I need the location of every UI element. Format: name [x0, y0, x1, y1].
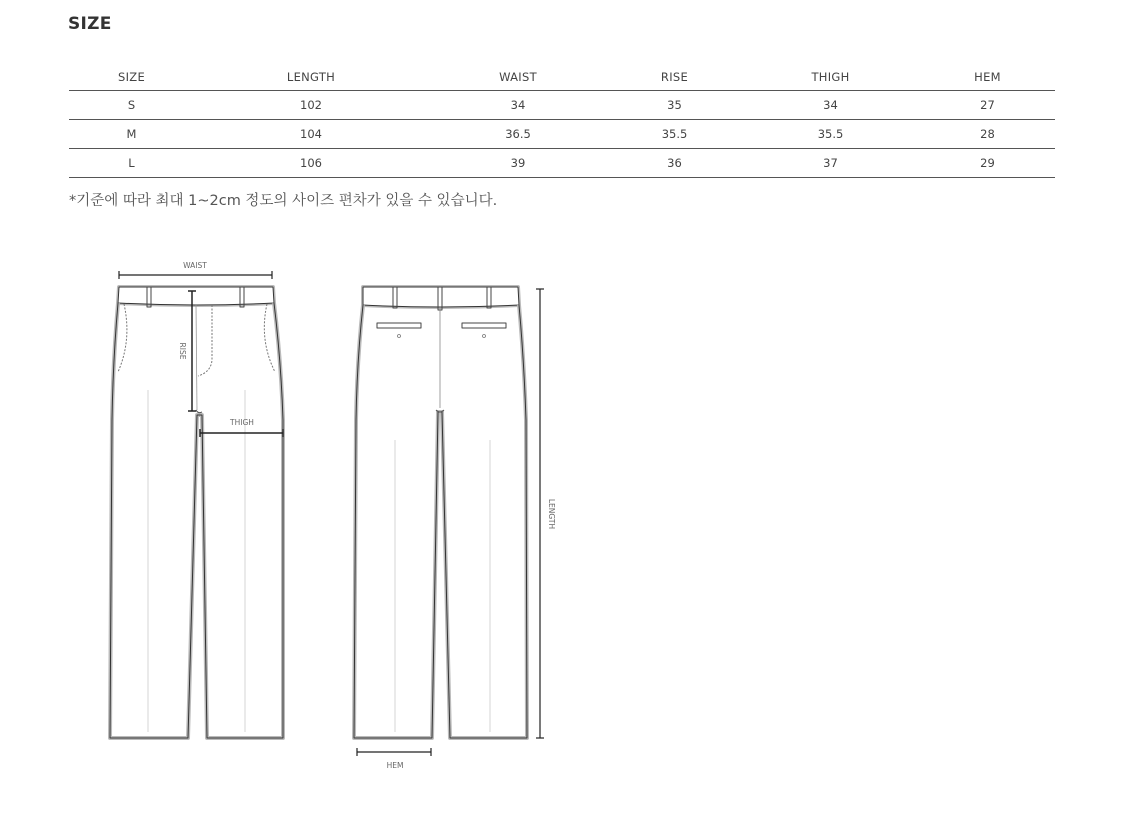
thigh-label: THIGH — [230, 418, 254, 427]
table-cell: 28 — [920, 120, 1055, 149]
rise-measure-line — [188, 291, 196, 411]
column-header-thigh: THIGH — [741, 64, 920, 91]
table-cell: 36 — [608, 149, 741, 178]
table-cell: 102 — [194, 91, 428, 120]
length-measure-line — [536, 289, 544, 738]
column-header-rise: RISE — [608, 64, 741, 91]
front-fly — [198, 305, 212, 376]
pants-back-view — [354, 287, 527, 738]
table-cell: 34 — [741, 91, 920, 120]
pants-front-view — [110, 287, 283, 738]
column-header-length: LENGTH — [194, 64, 428, 91]
table-cell: 35 — [608, 91, 741, 120]
length-label: LENGTH — [547, 498, 556, 530]
table-cell: 35.5 — [608, 120, 741, 149]
column-header-hem: HEM — [920, 64, 1055, 91]
back-right-pocket — [462, 323, 506, 338]
table-cell: 104 — [194, 120, 428, 149]
hem-measure-line — [357, 748, 431, 756]
table-cell: 27 — [920, 91, 1055, 120]
table-cell: S — [69, 91, 194, 120]
table-cell: 36.5 — [428, 120, 608, 149]
table-cell: 106 — [194, 149, 428, 178]
table-cell: 29 — [920, 149, 1055, 178]
front-left-pocket — [118, 304, 127, 372]
column-header-waist: WAIST — [428, 64, 608, 91]
back-left-pocket — [377, 323, 421, 338]
table-cell: 34 — [428, 91, 608, 120]
column-header-size: SIZE — [69, 64, 194, 91]
size-deviation-note: *기준에 따라 최대 1~2cm 정도의 사이즈 편차가 있을 수 있습니다. — [69, 193, 498, 209]
back-body-outline — [354, 305, 527, 738]
table-cell: 39 — [428, 149, 608, 178]
table-cell: 37 — [741, 149, 920, 178]
thigh-measure-line — [200, 429, 283, 437]
front-waistband — [118, 287, 274, 307]
table-cell: M — [69, 120, 194, 149]
page-title: SIZE — [68, 14, 112, 34]
back-waistband — [363, 287, 519, 310]
table-cell: L — [69, 149, 194, 178]
table-cell: 35.5 — [741, 120, 920, 149]
waist-label: WAIST — [183, 261, 207, 270]
rise-label: RISE — [178, 342, 187, 360]
waist-measure-line — [119, 271, 272, 279]
hem-label: HEM — [386, 761, 404, 770]
